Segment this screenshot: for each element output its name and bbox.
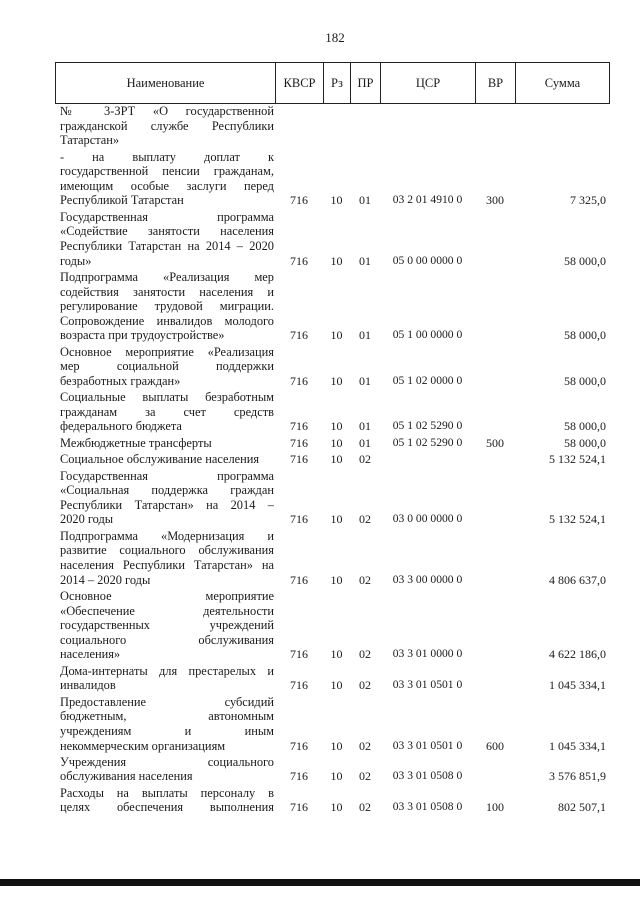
- cell-pr: 02: [359, 647, 371, 662]
- cell-kvsr: 716: [290, 452, 308, 467]
- row-name-line: инвалидов: [60, 678, 116, 693]
- cell-csr: 03 3 01 0501 0: [392, 738, 463, 752]
- row-name-line: «Содействие занятости населения: [60, 224, 274, 239]
- row-name-line: Подпрограмма «Модернизация и: [60, 528, 274, 543]
- cell-kvsr: 716: [290, 800, 308, 815]
- cell-csr: 05 0 00 0000 0: [392, 253, 463, 267]
- table-row: [0, 695, 640, 755]
- row-name-line: возраста при трудоустройстве»: [60, 328, 225, 343]
- cell-csr: 05 1 02 0000 0: [392, 373, 463, 387]
- cell-sum: 5 132 524,1: [549, 452, 606, 467]
- row-name: [60, 345, 274, 389]
- row-name-line: Республики Татарстан» на 2014 –: [60, 497, 274, 512]
- cell-rz: 10: [330, 253, 343, 268]
- row-name-line: Дома-интернаты для престарелых и: [60, 663, 274, 678]
- table-row: [0, 436, 640, 452]
- cell-kvsr: 716: [290, 738, 308, 753]
- row-name-line: государственных учреждений: [60, 618, 274, 633]
- row-name-line: мер социальной поддержки: [60, 359, 274, 374]
- table-header: [55, 62, 610, 104]
- row-name-line: Учреждения социального: [60, 754, 274, 769]
- row-name-line: развитие социального обслуживания: [60, 543, 274, 558]
- cell-rz: 10: [330, 435, 343, 450]
- cell-csr: 03 3 01 0501 0: [392, 678, 463, 692]
- cell-vr: 300: [486, 193, 504, 208]
- cell-kvsr: 716: [290, 512, 308, 527]
- cell-pr: 01: [359, 193, 371, 208]
- row-name-line: целях обеспечения выполнения: [60, 800, 274, 815]
- cell-sum: 802 507,1: [558, 800, 606, 815]
- cell-csr: 03 3 01 0508 0: [392, 769, 463, 783]
- header-kvsr: КВСР: [275, 63, 323, 103]
- cell-rz: 10: [330, 419, 343, 434]
- row-name-line: населения Республики Татарстан» на: [60, 557, 274, 572]
- table-row: [0, 345, 640, 391]
- cell-kvsr: 716: [290, 769, 308, 784]
- cell-rz: 10: [330, 452, 343, 467]
- cell-kvsr: 716: [290, 253, 308, 268]
- cell-pr: 02: [359, 512, 371, 527]
- cell-pr: 02: [359, 572, 371, 587]
- cell-vr: 600: [486, 738, 504, 753]
- row-name-line: Республикой Татарстан: [60, 193, 184, 208]
- cell-sum: 5 132 524,1: [549, 512, 606, 527]
- row-name-line: имеющим особые заслуги перед: [60, 178, 274, 193]
- table-row: [0, 664, 640, 695]
- row-name-line: Основное мероприятие «Реализация: [60, 344, 274, 359]
- cell-sum: 58 000,0: [564, 419, 606, 434]
- row-name: [60, 210, 274, 268]
- table-row: [0, 270, 640, 345]
- row-name-line: регулирование трудовой миграции.: [60, 299, 274, 314]
- cell-csr: 05 1 02 5290 0: [392, 435, 463, 449]
- cell-rz: 10: [330, 328, 343, 343]
- row-name-line: Сопровождение инвалидов молодого: [60, 313, 274, 328]
- row-name-line: некоммерческим организациям: [60, 738, 226, 753]
- cell-sum: 7 325,0: [570, 193, 606, 208]
- cell-csr: 03 3 01 0508 0: [392, 800, 463, 814]
- cell-kvsr: 716: [290, 678, 308, 693]
- row-name-line: - на выплату доплат к: [60, 149, 274, 164]
- cell-sum: 1 045 334,1: [549, 738, 606, 753]
- cell-kvsr: 716: [290, 435, 308, 450]
- cell-rz: 10: [330, 512, 343, 527]
- row-name: [60, 452, 274, 467]
- row-name: [60, 469, 274, 527]
- cell-rz: 10: [330, 738, 343, 753]
- cell-rz: 10: [330, 193, 343, 208]
- row-name: [60, 390, 274, 434]
- row-name: [60, 664, 274, 693]
- row-name-line: учреждениям и иным: [60, 723, 274, 738]
- row-name-line: «Обеспечение деятельности: [60, 603, 274, 618]
- table-row: [0, 469, 640, 529]
- cell-sum: 58 000,0: [564, 328, 606, 343]
- row-name: [60, 695, 274, 753]
- cell-pr: 02: [359, 678, 371, 693]
- cell-rz: 10: [330, 678, 343, 693]
- cell-csr: 03 3 00 0000 0: [392, 572, 463, 586]
- table-row: [0, 755, 640, 786]
- table-row: [0, 104, 640, 150]
- cell-sum: 4 806 637,0: [549, 572, 606, 587]
- row-name-line: гражданам за счет средств: [60, 404, 274, 419]
- cell-csr: 03 0 00 0000 0: [392, 512, 463, 526]
- table-body: [0, 104, 640, 817]
- cell-kvsr: 716: [290, 373, 308, 388]
- cell-sum: 58 000,0: [564, 435, 606, 450]
- row-name-line: Татарстан»: [60, 133, 120, 148]
- scan-edge-band: [0, 879, 640, 886]
- cell-pr: 01: [359, 373, 371, 388]
- row-name-line: «Социальная поддержка граждан: [60, 483, 274, 498]
- table-row: [0, 589, 640, 664]
- cell-kvsr: 716: [290, 328, 308, 343]
- row-name-line: обслуживания населения: [60, 769, 193, 784]
- header-vr: ВР: [475, 63, 515, 103]
- table-row: [0, 529, 640, 589]
- row-name-line: безработных граждан»: [60, 373, 181, 388]
- cell-pr: 02: [359, 452, 371, 467]
- row-name: [60, 270, 274, 343]
- table-row: [0, 390, 640, 436]
- row-name-line: Расходы на выплаты персоналу в: [60, 785, 274, 800]
- row-name: [60, 755, 274, 784]
- row-name-line: государственной пенсии гражданам,: [60, 164, 274, 179]
- cell-pr: 02: [359, 738, 371, 753]
- cell-pr: 01: [359, 419, 371, 434]
- cell-csr: 03 3 01 0000 0: [392, 647, 463, 661]
- row-name-line: Предоставление субсидий: [60, 694, 274, 709]
- row-name-line: годы»: [60, 253, 92, 268]
- cell-pr: 01: [359, 435, 371, 450]
- row-name-line: гражданской службе Республики: [60, 118, 274, 133]
- header-sum: Сумма: [515, 63, 609, 103]
- cell-sum: 3 576 851,9: [549, 769, 606, 784]
- cell-pr: 01: [359, 328, 371, 343]
- row-name: [60, 589, 274, 662]
- cell-rz: 10: [330, 769, 343, 784]
- cell-kvsr: 716: [290, 193, 308, 208]
- cell-csr: 05 1 02 5290 0: [392, 419, 463, 433]
- cell-csr: 05 1 00 0000 0: [392, 328, 463, 342]
- cell-vr: 100: [486, 800, 504, 815]
- cell-csr: 03 2 01 4910 0: [392, 193, 463, 207]
- header-csr: ЦСР: [380, 63, 475, 103]
- row-name-line: социального обслуживания: [60, 632, 274, 647]
- row-name-line: Подпрограмма «Реализация мер: [60, 269, 274, 284]
- row-name: [60, 786, 274, 815]
- row-name-line: Основное мероприятие: [60, 588, 274, 603]
- cell-rz: 10: [330, 647, 343, 662]
- cell-kvsr: 716: [290, 419, 308, 434]
- table-row: [0, 786, 640, 817]
- page-number: 182: [325, 30, 345, 45]
- table-row: [0, 452, 640, 468]
- cell-sum: 1 045 334,1: [549, 678, 606, 693]
- row-name-line: 2020 годы: [60, 512, 114, 527]
- header-rz: Рз: [323, 63, 350, 103]
- row-name-line: Государственная программа: [60, 209, 274, 224]
- row-name-line: населения»: [60, 647, 121, 662]
- cell-pr: 02: [359, 800, 371, 815]
- row-name: [60, 436, 274, 451]
- row-name-line: Социальное обслуживание населения: [60, 452, 260, 467]
- cell-kvsr: 716: [290, 572, 308, 587]
- row-name-line: Республики Татарстан на 2014 – 2020: [60, 238, 274, 253]
- header-name: Наименование: [126, 75, 205, 90]
- cell-vr: 500: [486, 435, 504, 450]
- row-name-line: бюджетным, автономным: [60, 709, 274, 724]
- cell-pr: 02: [359, 769, 371, 784]
- cell-rz: 10: [330, 572, 343, 587]
- row-name-line: Межбюджетные трансферты: [60, 435, 212, 450]
- cell-pr: 01: [359, 253, 371, 268]
- row-name: [60, 150, 274, 208]
- table-row: [0, 150, 640, 210]
- row-name-line: № 3-ЗРТ «О государственной: [60, 104, 274, 118]
- cell-rz: 10: [330, 800, 343, 815]
- cell-rz: 10: [330, 373, 343, 388]
- header-pr: ПР: [350, 63, 380, 103]
- row-name-line: 2014 – 2020 годы: [60, 572, 151, 587]
- row-name-line: Социальные выплаты безработным: [60, 390, 274, 405]
- row-name-line: федерального бюджета: [60, 419, 182, 434]
- cell-kvsr: 716: [290, 647, 308, 662]
- cell-sum: 58 000,0: [564, 373, 606, 388]
- table-row: [0, 210, 640, 270]
- row-name: [60, 529, 274, 587]
- row-name-line: Государственная программа: [60, 468, 274, 483]
- row-name-line: содействия занятости населения и: [60, 284, 274, 299]
- cell-sum: 58 000,0: [564, 253, 606, 268]
- cell-sum: 4 622 186,0: [549, 647, 606, 662]
- row-name: [60, 104, 274, 148]
